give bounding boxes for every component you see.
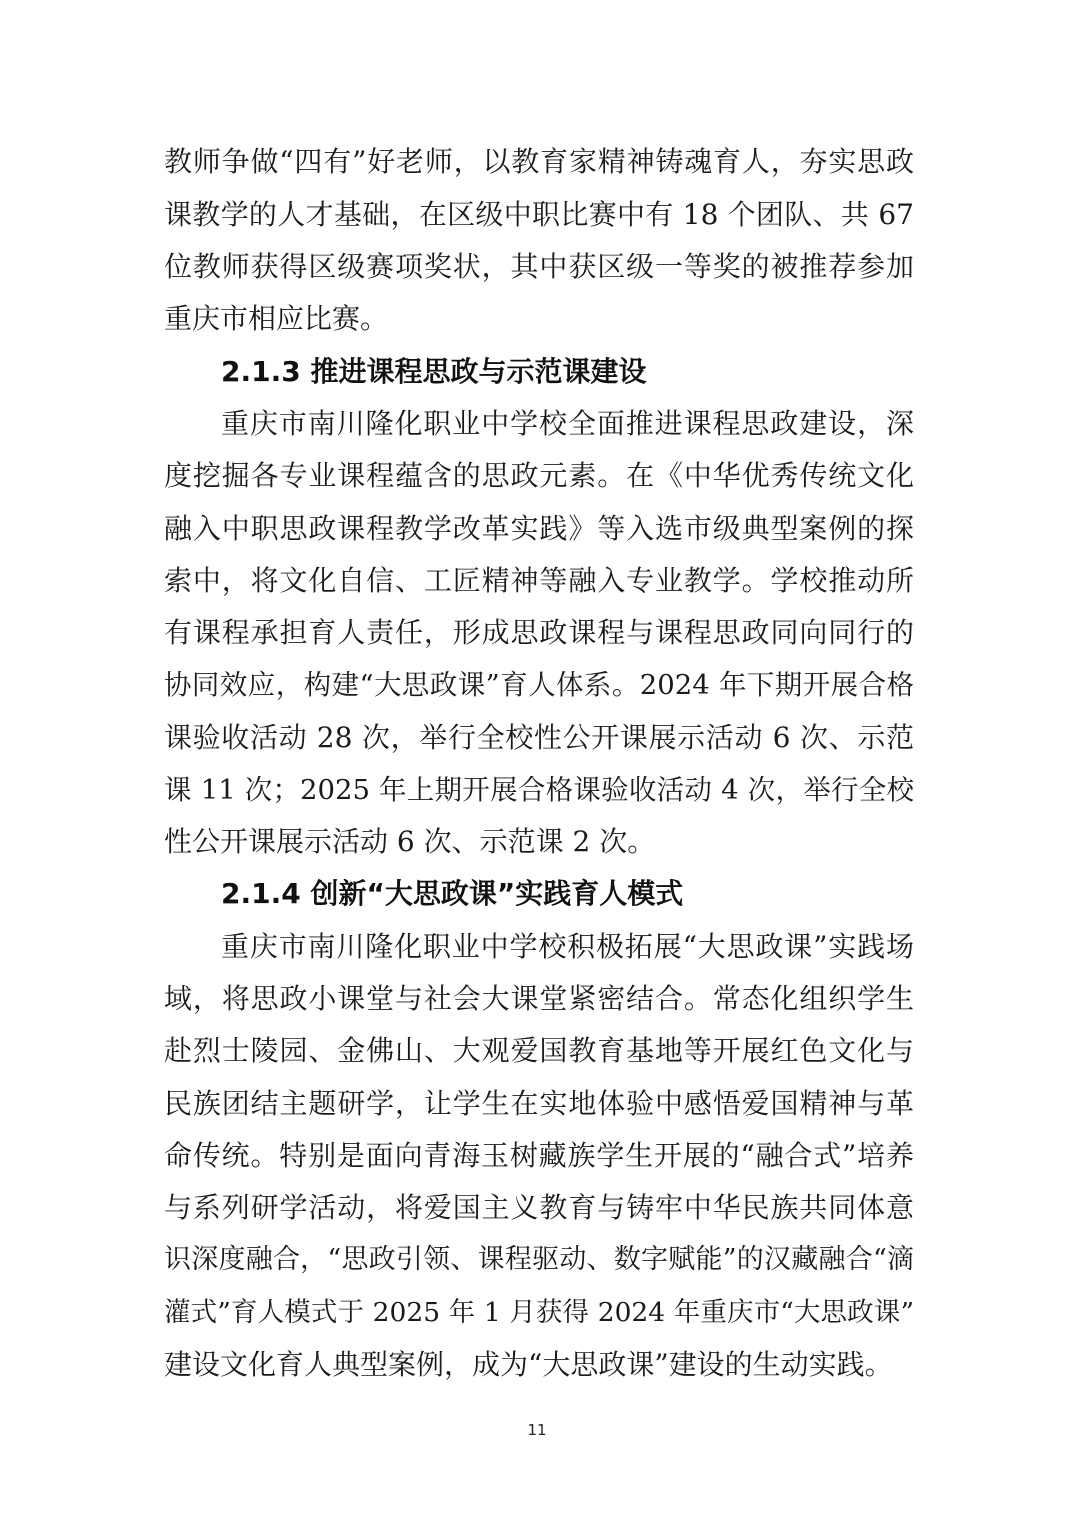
section-heading-2-1-4: 2.1.4 创新“大思政课”实践育人模式 [221, 877, 684, 910]
paragraph-3-line-5: 命传统。特别是面向青海玉树藏族学生开展的“融合式”培养 [164, 1139, 914, 1172]
paragraph-3-line-2: 域，将思政小课堂与社会大课堂紧密结合。常态化组织学生 [164, 982, 914, 1015]
paragraph-2-line-8: 课 11 次；2025 年上期开展合格课验收活动 4 次，举行全校 [164, 774, 914, 806]
paragraph-1-line-3: 位教师获得区级赛项奖状，其中获区级一等奖的被推荐参加 [164, 250, 914, 283]
page-number: 11 [527, 1421, 547, 1439]
paragraph-2-line-3: 融入中职思政课程教学改革实践》等入选市级典型案例的探 [164, 512, 914, 545]
paragraph-1-line-1: 教师争做“四有”好老师，以教育家精神铸魂育人，夯实思政 [164, 145, 914, 178]
paragraph-2-line-2: 度挖掘各专业课程蕴含的思政元素。在《中华优秀传统文化 [164, 459, 914, 492]
paragraph-2-line-7: 课验收活动 28 次，举行全校性公开课展示活动 6 次、示范 [164, 721, 914, 754]
paragraph-2-line-4: 索中，将文化自信、工匠精神等融入专业教学。学校推动所 [164, 564, 914, 597]
paragraph-3-line-9: 建设文化育人典型案例，成为“大思政课”建设的生动实践。 [164, 1348, 893, 1381]
paragraph-3-line-3: 赴烈士陵园、金佛山、大观爱国教育基地等开展红色文化与 [164, 1034, 914, 1067]
paragraph-2-line-1: 重庆市南川隆化职业中学校全面推进课程思政建设，深 [221, 407, 914, 440]
paragraph-3-line-6: 与系列研学活动，将爱国主义教育与铸牢中华民族共同体意 [164, 1191, 914, 1224]
paragraph-1-line-4: 重庆市相应比赛。 [164, 302, 389, 335]
paragraph-2-line-5: 有课程承担育人责任，形成思政课程与课程思政同向同行的 [164, 616, 914, 649]
paragraph-2-line-6: 协同效应，构建“大思政课”育人体系。2024 年下期开展合格 [164, 669, 914, 701]
paragraph-3-line-7: 识深度融合，“思政引领、课程驱动、数字赋能”的汉藏融合“滴 [164, 1244, 914, 1275]
paragraph-3-line-1: 重庆市南川隆化职业中学校积极拓展“大思政课”实践场 [221, 930, 914, 963]
paragraph-1-line-2: 课教学的人才基础，在区级中职比赛中有 18 个团队、共 67 [164, 198, 914, 231]
paragraph-3-line-8: 灌式”育人模式于 2025 年 1 月获得 2024 年重庆市“大思政课” [164, 1297, 914, 1328]
paragraph-3-line-4: 民族团结主题研学，让学生在实地体验中感悟爱国精神与革 [164, 1087, 914, 1120]
section-heading-2-1-3: 2.1.3 推进课程思政与示范课建设 [221, 355, 647, 388]
paragraph-2-line-9: 性公开课展示活动 6 次、示范课 2 次。 [164, 825, 656, 858]
